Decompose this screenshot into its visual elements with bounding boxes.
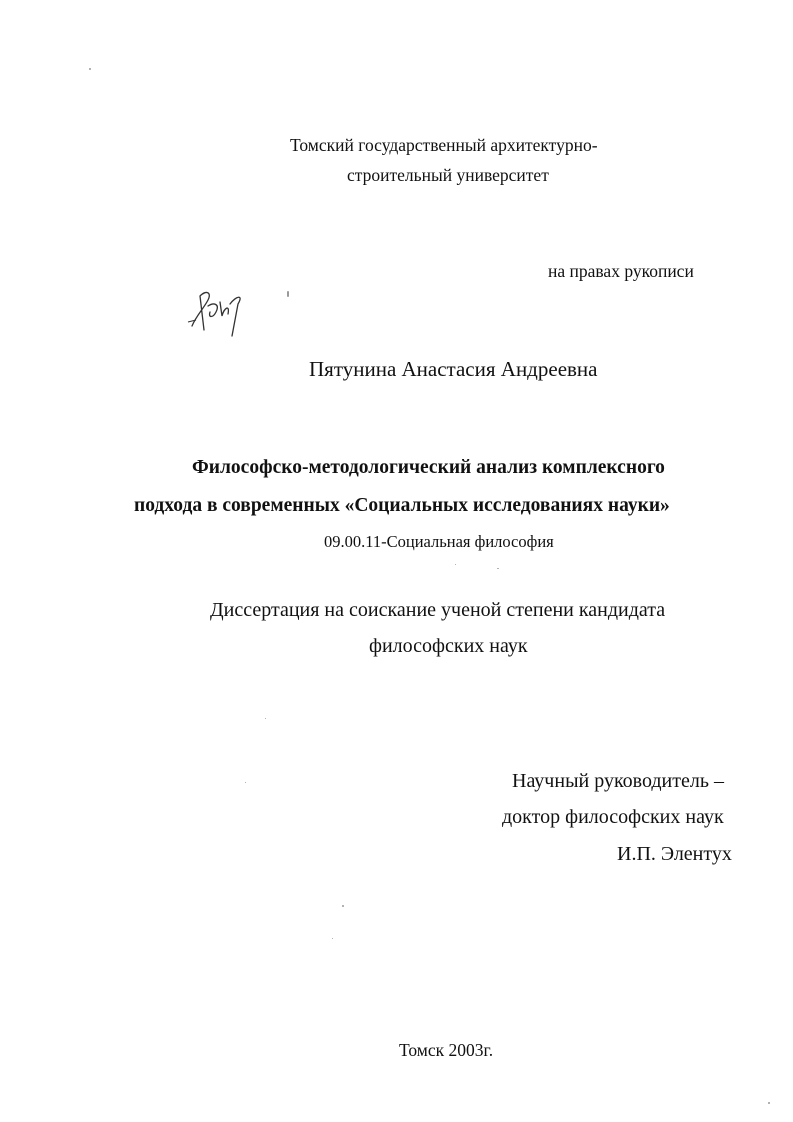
degree-line-2: философских наук [369,635,528,657]
signature-icon [186,286,250,346]
scan-speck [245,782,246,783]
university-line-2: строительный университет [347,165,549,185]
advisor-name: И.П. Элентух [617,843,732,865]
place-year: Томск 2003г. [399,1040,494,1060]
scan-speck [455,564,456,565]
scan-speck [497,568,499,569]
advisor-role: Научный руководитель – [512,770,724,792]
author-name: Пятунина Анастасия Андреевна [309,357,598,381]
scan-speck [342,905,344,907]
scan-speck [89,68,91,70]
degree-line-1: Диссертация на соискание ученой степени кандидата [210,599,666,621]
specialty-code: 09.00.11-Социальная философия [324,532,554,551]
scan-speck [332,938,333,939]
title-line-2: подхода в современных «Социальных исследованиях науки» [134,495,670,516]
advisor-degree: доктор философских наук [502,806,724,828]
scan-speck [768,1102,770,1104]
manuscript-note: на правах рукописи [548,261,694,281]
scan-mark [287,291,289,297]
title-line-1: Философско-методологический анализ комплексного [192,457,665,478]
scan-speck [265,718,266,719]
university-line-1: Томский государственный архитектурно- [290,135,598,155]
